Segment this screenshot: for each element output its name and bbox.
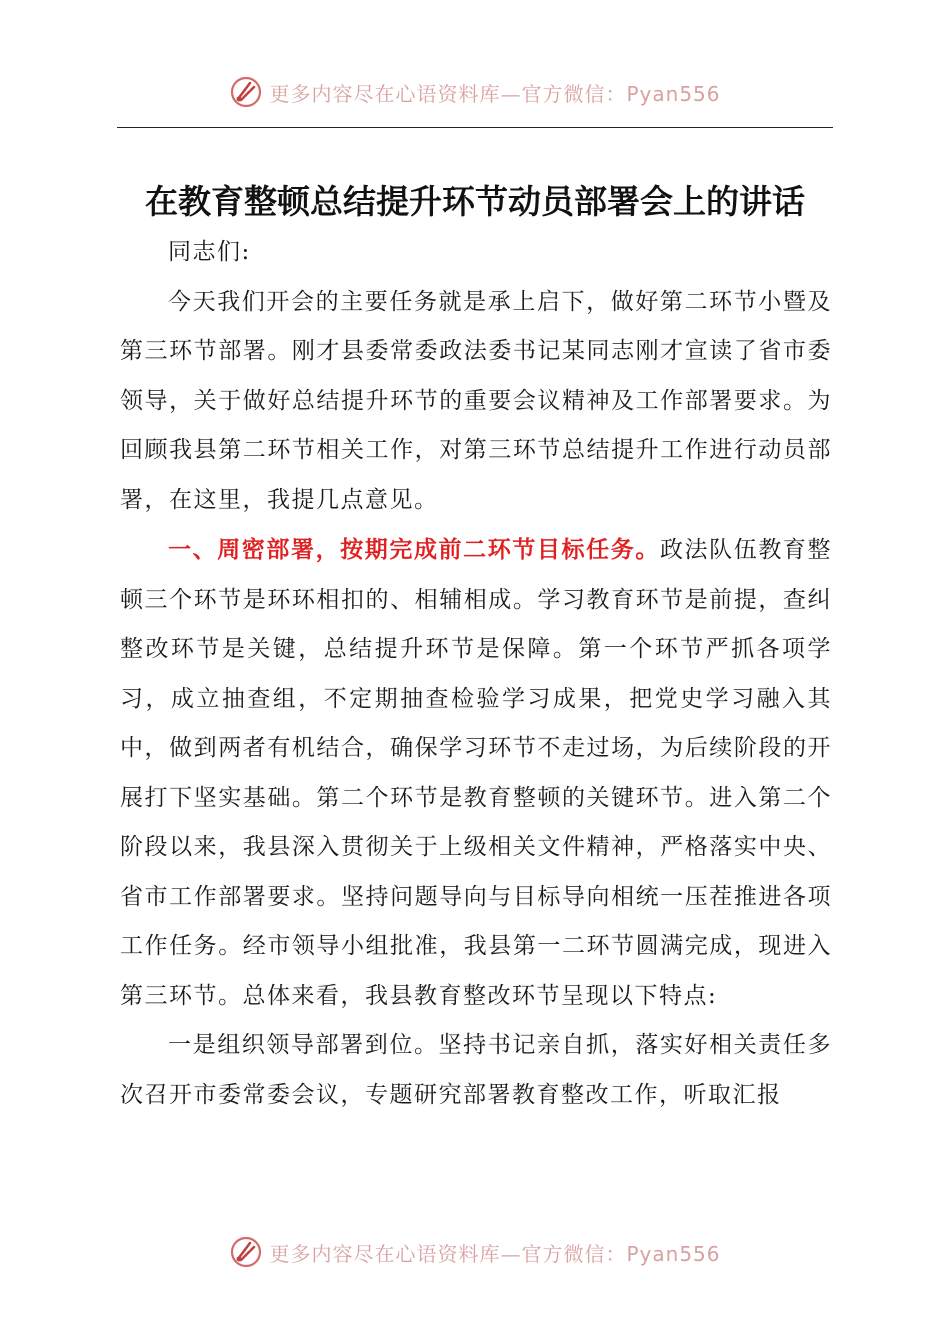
logo-icon: [229, 75, 263, 109]
header-watermark-text: 更多内容尽在心语资料库—官方微信：Pyan556: [269, 81, 721, 106]
logo-icon: [229, 1235, 263, 1269]
page-title: 在教育整顿总结提升环节动员部署会上的讲话: [145, 182, 805, 221]
document-body: [120, 228, 832, 1120]
salutation: 同志们:: [168, 239, 251, 265]
section-heading: 一、周密部署，按期完成前二环节目标任务。: [168, 536, 660, 563]
section-body: 政法队伍教育整顿三个环节是环环相扣的、相辅相成。学习教育环节是前提，查纠整改环节是关键，总结提升环节是保障。第一个环节严抓各项学习，成立抽查组，不定期抽查检验学习成果，把党史学习融入其中，做到两者有机结合，确保学习环节不走过场，为后续阶段的开展打下坚实基础。第二个环节是教育整顿的关键环节。进入第二个阶段以来，我县深入贯彻关于上级相关文件精神，严格落实中央、省市工作部署要求。坚持问题导向与目标导向相统一压茬推进各项工作任务。经市领导小组批准，我县第一二环节圆满完成，现进入第三环节。总体来看，我县教育整改环节呈现以下特点:: [120, 537, 833, 1009]
header-divider: [117, 127, 833, 128]
section-paragraph: [120, 525, 832, 1021]
footer-watermark: [0, 1232, 950, 1272]
header-watermark: [0, 72, 950, 112]
footer-watermark-text: 更多内容尽在心语资料库—官方微信：Pyan556: [269, 1241, 721, 1266]
paragraph: 今天我们开会的主要任务就是承上启下，做好第二环节小暨及第三环节部署。刚才县委常委政法委书记某同志刚才宣读了省市委领导，关于做好总结提升环节的重要会议精神及工作部署要求。为回顾我县第二环节相关工作，对第三环节总结提升工作进行动员部署，在这里，我提几点意见。: [120, 288, 832, 513]
paragraph: 一是组织领导部署到位。坚持书记亲自抓，落实好相关责任多次召开市委常委会议，专题研究部署教育整改工作，听取汇报: [120, 1032, 832, 1108]
